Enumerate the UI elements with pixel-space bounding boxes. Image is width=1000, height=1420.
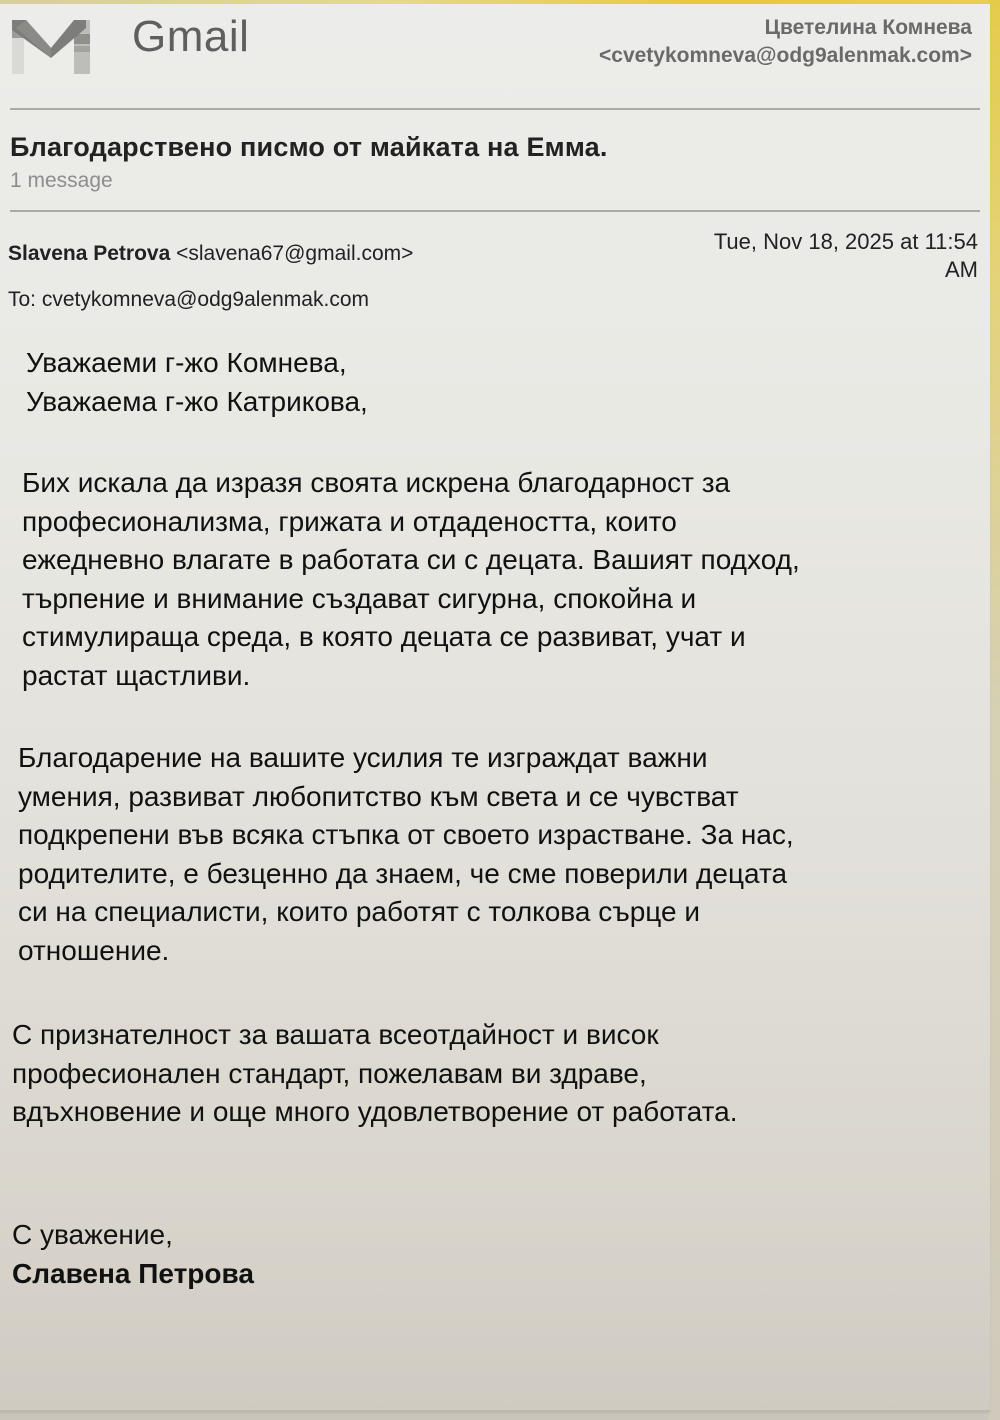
email-subject: Благодарствено писмо от майката на Емма. (10, 132, 608, 162)
closing-block (12, 1216, 254, 1293)
message-count: 1 message (10, 169, 113, 192)
body-line: вдъхновение и още много удовлетворение от работата. (12, 1096, 738, 1127)
body-line: търпение и внимание създават сигурна, спокойна и (22, 582, 697, 614)
email-body (12, 344, 972, 1289)
body-line: подкрепени във всяка стъпка от своето израстване. За нас, (18, 819, 794, 850)
body-line: си на специалисти, които работят с толкова сърце и (18, 896, 701, 927)
date-line-1: Tue, Nov 18, 2025 at 11:54 (713, 229, 978, 254)
body-line: стимулираща среда, в която децата се развиват, учат и (22, 621, 746, 652)
date-line-2: AM (945, 257, 978, 282)
body-line: умения, развиват любопитство към света и се чувстват (18, 780, 739, 812)
divider (10, 108, 980, 110)
body-line: ежедневно влагате в работата си с децата. Вашият подход, (22, 544, 800, 575)
closing-text: С уважение, (12, 1219, 173, 1250)
account-name: Цветелина Комнева (764, 16, 972, 39)
printed-email-page (0, 4, 990, 1412)
body-line: С признателност за вашата всеотдайност и висок (12, 1019, 659, 1050)
account-email: <cvetykomneva@odg9alenmak.com> (599, 44, 972, 67)
body-line: Благодарение на вашите усилия те изграждат важни (18, 742, 708, 773)
gmail-m-logo-icon (12, 18, 90, 74)
divider (10, 210, 980, 212)
sender (8, 242, 413, 266)
paragraph-2 (18, 739, 794, 970)
salutation-line: Уважаема г-жо Катрикова, (26, 385, 368, 417)
salutation (12, 344, 972, 421)
body-line: професионализма, грижата и отдадеността, които (22, 505, 677, 537)
account-info (599, 14, 972, 70)
salutation-line: Уважаеми г-жо Комнева, (26, 347, 347, 378)
sender-email: <slavena67@gmail.com> (176, 242, 414, 265)
recipient: To: cvetykomneva@odg9alenmak.com (8, 288, 369, 311)
body-line: отношение. (18, 934, 170, 966)
message-date (648, 228, 978, 284)
body-line: родителите, е безценно да знаем, че сме поверили децата (18, 857, 788, 889)
paragraph-3 (12, 1016, 737, 1132)
app-name: Gmail (132, 12, 250, 61)
body-line: растат щастливи. (22, 659, 251, 691)
paragraph-1 (22, 464, 800, 695)
body-line: професионален стандарт, пожелавам ви здраве, (12, 1057, 647, 1089)
body-line: Бих искала да изразя своята искрена благодарност за (22, 467, 731, 498)
sender-name: Slavena Petrova (8, 242, 171, 265)
signature: Славена Петрова (12, 1257, 254, 1289)
